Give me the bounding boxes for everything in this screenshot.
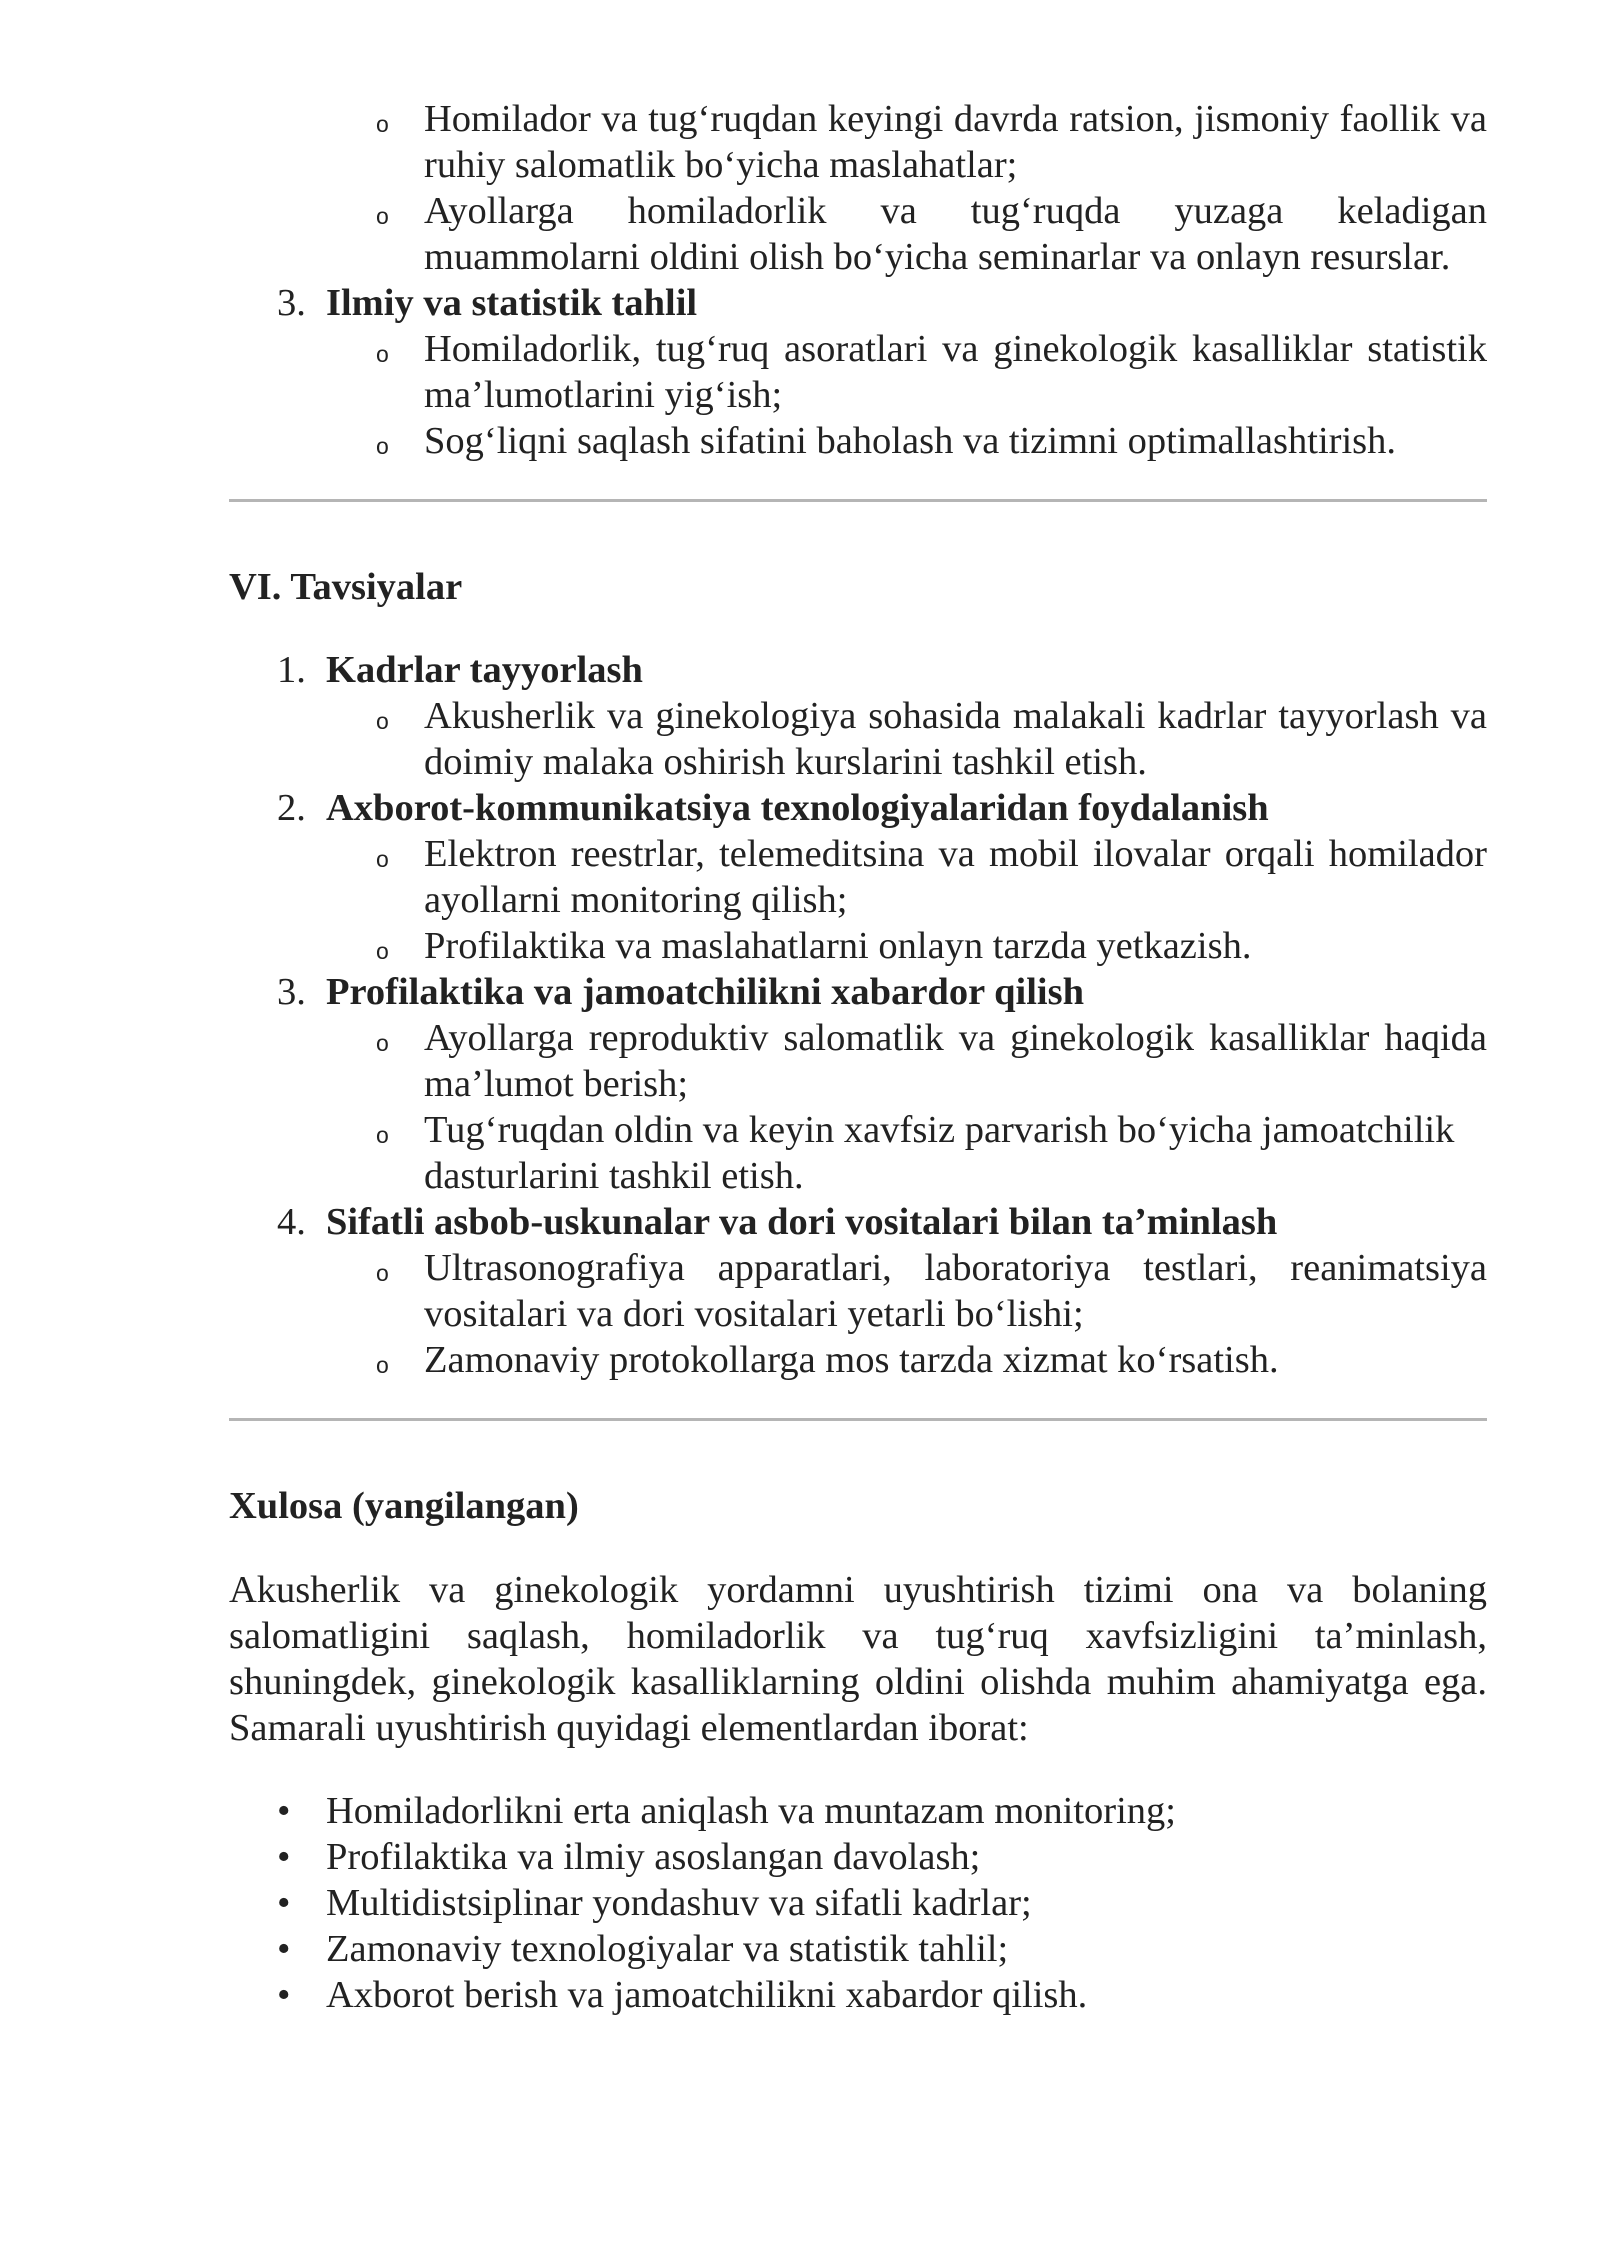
sub-item (229, 1245, 1487, 1337)
sub-item-text: Homilador va tug‘ruqdan keyingi davrda ratsion, jismoniy faollik va ruhiy salomatlik bo‘yicha maslahatlar; (424, 98, 1487, 186)
list-item-text: Zamonaviy texnologiyalar va statistik tahlil; (326, 1928, 1009, 1970)
horizontal-divider (229, 1418, 1487, 1421)
sub-marker: o (376, 1260, 389, 1286)
sub-item-text: Elektron reestrlar, telemeditsina va mobil ilovalar orqali homilador ayollarni monitoring qilish; (424, 833, 1487, 921)
sub-marker: o (376, 708, 389, 734)
sub-item (229, 831, 1487, 923)
item-title: Axborot-kommunikatsiya texnologiyalaridan foydalanish (326, 787, 1269, 829)
item-title: Profilaktika va jamoatchilikni xabardor qilish (326, 971, 1084, 1013)
recommendations-list (229, 647, 1487, 1383)
sub-item-text: Profilaktika va maslahatlarni onlayn tarzda yetkazish. (424, 925, 1252, 967)
item-number: 4. (277, 1201, 306, 1243)
bullet-marker: • (277, 1882, 291, 1924)
list-item-text: Profilaktika va ilmiy asoslangan davolash; (326, 1836, 981, 1878)
sub-item-text: Sog‘liqni saqlash sifatini baholash va tizimni optimallashtirish. (424, 420, 1397, 462)
sub-item-text: Tug‘ruqdan oldin va keyin xavfsiz parvarish bo‘yicha jamoatchilik dasturlarini tashkil etish. (424, 1109, 1455, 1197)
numbered-item-title (229, 969, 1487, 1015)
list-item (229, 1926, 1487, 1972)
sub-marker: o (376, 341, 389, 367)
sub-item-text: Akusherlik va ginekologiya sohasida malakali kadrlar tayyorlash va doimiy malaka oshirish kurslarini tashkil etish. (424, 695, 1487, 783)
sub-item-text: Ayollarga reproduktiv salomatlik va ginekologik kasalliklar haqida ma’lumot berish; (424, 1017, 1487, 1105)
sub-item (229, 188, 1487, 280)
sub-marker: o (376, 938, 389, 964)
sub-item (229, 1015, 1487, 1107)
sub-item (229, 923, 1487, 969)
item-number: 3. (277, 282, 306, 324)
item-number: 2. (277, 787, 306, 829)
sub-item (229, 693, 1487, 785)
numbered-item-title (229, 1199, 1487, 1245)
sub-marker: o (376, 433, 389, 459)
sub-item (229, 418, 1487, 464)
sub-item (229, 96, 1487, 188)
item-title: Kadrlar tayyorlash (326, 649, 643, 691)
item-number: 1. (277, 649, 306, 691)
item-number: 3. (277, 971, 306, 1013)
bullet-marker: • (277, 1928, 291, 1970)
sub-item-text: Zamonaviy protokollarga mos tarzda xizmat ko‘rsatish. (424, 1339, 1279, 1381)
numbered-item-title (229, 647, 1487, 693)
sub-marker: o (376, 203, 389, 229)
list-item (229, 1880, 1487, 1926)
sub-item-text: Homiladorlik, tug‘ruq asoratlari va ginekologik kasalliklar statistik ma’lumotlarini yig‘ish; (424, 328, 1487, 416)
list-item (229, 1788, 1487, 1834)
list-item-text: Axborot berish va jamoatchilikni xabardor qilish. (326, 1974, 1088, 2016)
bullet-marker: • (277, 1836, 291, 1878)
list-item-text: Multidistsiplinar yondashuv va sifatli kadrlar; (326, 1882, 1032, 1924)
sub-marker: o (376, 1122, 389, 1148)
section-heading: VI. Tavsiyalar (229, 566, 463, 608)
sub-item-text: Ayollarga homiladorlik va tug‘ruqda yuzaga keladigan muammolarni oldini olish bo‘yicha seminarlar va onlayn resurslar. (424, 190, 1487, 278)
item-title: Ilmiy va statistik tahlil (326, 282, 698, 324)
conclusion-paragraph: Akusherlik va ginekologik yordamni uyushtirish tizimi ona va bolaning salomatligini saqlash, homiladorlik va tug‘ruq xavfsizligini ta’minlash, shuningdek, ginekologik kasalliklarning oldini olishda muhim ahamiyatga ega. Samarali uyushtirish quyidagi elementlardan iborat: (229, 1569, 1487, 1749)
numbered-item-title (229, 785, 1487, 831)
list-item (229, 1834, 1487, 1880)
document-page (229, 96, 1487, 2018)
sub-marker: o (376, 111, 389, 137)
bullet-marker: • (277, 1790, 291, 1832)
sub-item-text: Ultrasonografiya apparatlari, laboratoriya testlari, reanimatsiya vositalari va dori vositalari yetarli bo‘lishi; (424, 1247, 1487, 1335)
sub-item (229, 326, 1487, 418)
conclusion-bullet-list (229, 1788, 1487, 2018)
list-item (229, 1972, 1487, 2018)
list-item-text: Homiladorlikni erta aniqlash va muntazam monitoring; (326, 1790, 1177, 1832)
sub-marker: o (376, 1352, 389, 1378)
horizontal-divider (229, 499, 1487, 502)
item-title: Sifatli asbob-uskunalar va dori vositalari bilan ta’minlash (326, 1201, 1278, 1243)
sub-marker: o (376, 1030, 389, 1056)
numbered-item-title (229, 280, 1487, 326)
section-heading: Xulosa (yangilangan) (229, 1485, 579, 1527)
bullet-marker: • (277, 1974, 291, 2016)
sub-marker: o (376, 846, 389, 872)
sub-item (229, 1337, 1487, 1383)
sub-item (229, 1107, 1487, 1199)
